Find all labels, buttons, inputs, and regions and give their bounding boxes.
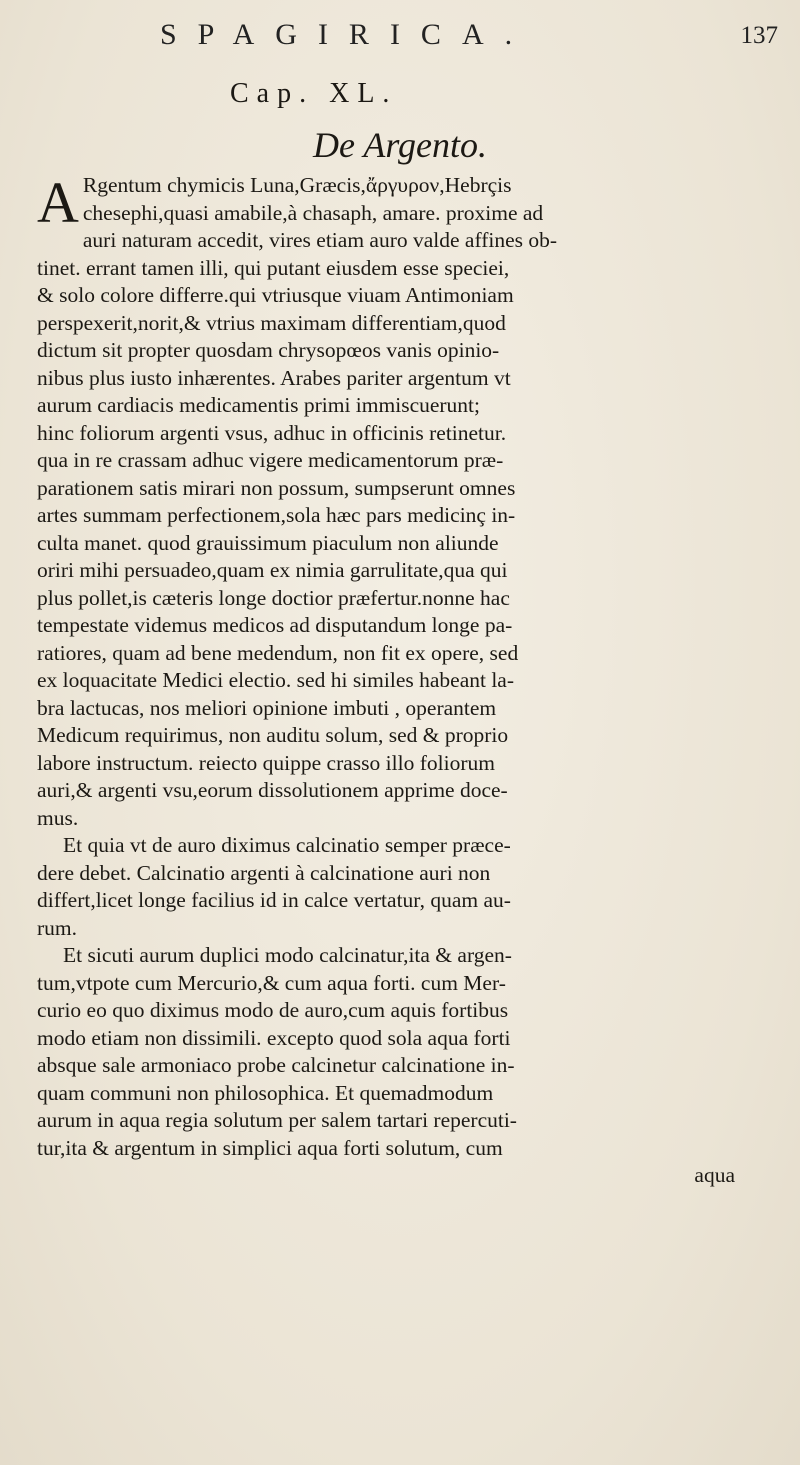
- text-line: dere debet. Calcinatio argenti à calcinatione auri non: [37, 860, 491, 885]
- text-line: nibus plus iusto inhærentes. Arabes pariter argentum vt: [37, 365, 511, 390]
- text-line: curio eo quo diximus modo de auro,cum aquis fortibus: [37, 998, 509, 1022]
- text-line: bra lactucas, nos meliori opinione imbuti , operantem: [37, 695, 497, 720]
- running-head: [160, 18, 778, 58]
- text-line: perspexerit,norit,& vtrius maximam differentiam,quod: [37, 310, 506, 335]
- text-line: qua in re crassam adhuc vigere medicamentorum præ-: [37, 448, 504, 472]
- text-line: tinet. errant tamen illi, qui putant eiusdem esse speciei,: [37, 255, 510, 280]
- text-line: auri,& argenti vsu,eorum dissolutionem apprime doce-: [37, 778, 508, 802]
- text-line: Rgentum chymicis Luna,Græcis,ἄργυρον,Hebrçis: [82, 173, 512, 197]
- text-line: tur,ita & argentum in simplici aqua forti solutum, cum: [37, 1135, 503, 1160]
- chapter-number: Cap. XL.: [230, 78, 398, 109]
- text-line: & solo colore differre.qui vtriusque viuam Antimoniam: [37, 283, 514, 307]
- text-line: chesephi,quasi amabile,à chasaph, amare. proxime ad: [82, 200, 544, 225]
- text-line: dictum sit propter quosdam chrysopœos vanis opinio-: [37, 338, 500, 362]
- text-line: quam communi non philosophica. Et quemadmodum: [37, 1080, 494, 1105]
- page-number: 137: [740, 22, 778, 49]
- text-line: aurum cardiacis medicamentis primi immiscuerunt;: [37, 393, 481, 417]
- text-line: rum.: [37, 915, 78, 940]
- text-line: auri naturam accedit, vires etiam auro valde affines ob-: [82, 228, 558, 252]
- text-line: labore instructum. reiecto quippe crasso illo foliorum: [37, 750, 495, 775]
- text-line: hinc foliorum argenti vsus, adhuc in officinis retinetur.: [37, 420, 507, 445]
- text-line: ratiores, quam ad bene medendum, non fit ex opere, sed: [37, 640, 519, 665]
- text-line: plus pollet,is cæteris longe doctior præfertur.nonne hac: [37, 585, 510, 610]
- text-line: Medicum requirimus, non auditu solum, sed & proprio: [37, 723, 509, 747]
- paragraph-start-line: Et quia vt de auro diximus calcinatio semper præce-: [63, 833, 511, 857]
- running-title: SPAGIRICA.: [160, 18, 534, 51]
- text-line: oriri mihi persuadeo,quam ex nimia garrulitate,qua qui: [37, 558, 508, 582]
- text-line: artes summam perfectionem,sola hæc pars medicinç in-: [37, 503, 516, 527]
- paragraph-start-line: Et sicuti aurum duplici modo calcinatur,ita & argen-: [63, 943, 512, 967]
- catchword: aqua: [694, 1163, 735, 1187]
- chapter-title: De Argento.: [313, 125, 487, 165]
- text-line: differt,licet longe facilius id in calce vertatur, quam au-: [37, 888, 511, 912]
- text-line: absque sale armoniaco probe calcinetur calcinatione in-: [37, 1053, 515, 1077]
- text-line: aurum in aqua regia solutum per salem tartari repercuti-: [37, 1108, 517, 1132]
- drop-cap: A: [37, 170, 79, 235]
- text-line: culta manet. quod grauissimum piaculum non aliunde: [37, 530, 499, 555]
- body-text: [37, 172, 791, 1190]
- text-line: tempestate videmus medicos ad disputandum longe pa-: [37, 613, 513, 637]
- text-line: parationem satis mirari non possum, sumpserunt omnes: [37, 475, 516, 500]
- text-line: mus.: [37, 805, 79, 830]
- text-line: ex loquacitate Medici electio. sed hi similes habeant la-: [37, 668, 515, 692]
- text-line: modo etiam non dissimili. excepto quod sola aqua forti: [37, 1025, 511, 1050]
- text-line: tum,vtpote cum Mercurio,& cum aqua forti. cum Mer-: [37, 970, 506, 995]
